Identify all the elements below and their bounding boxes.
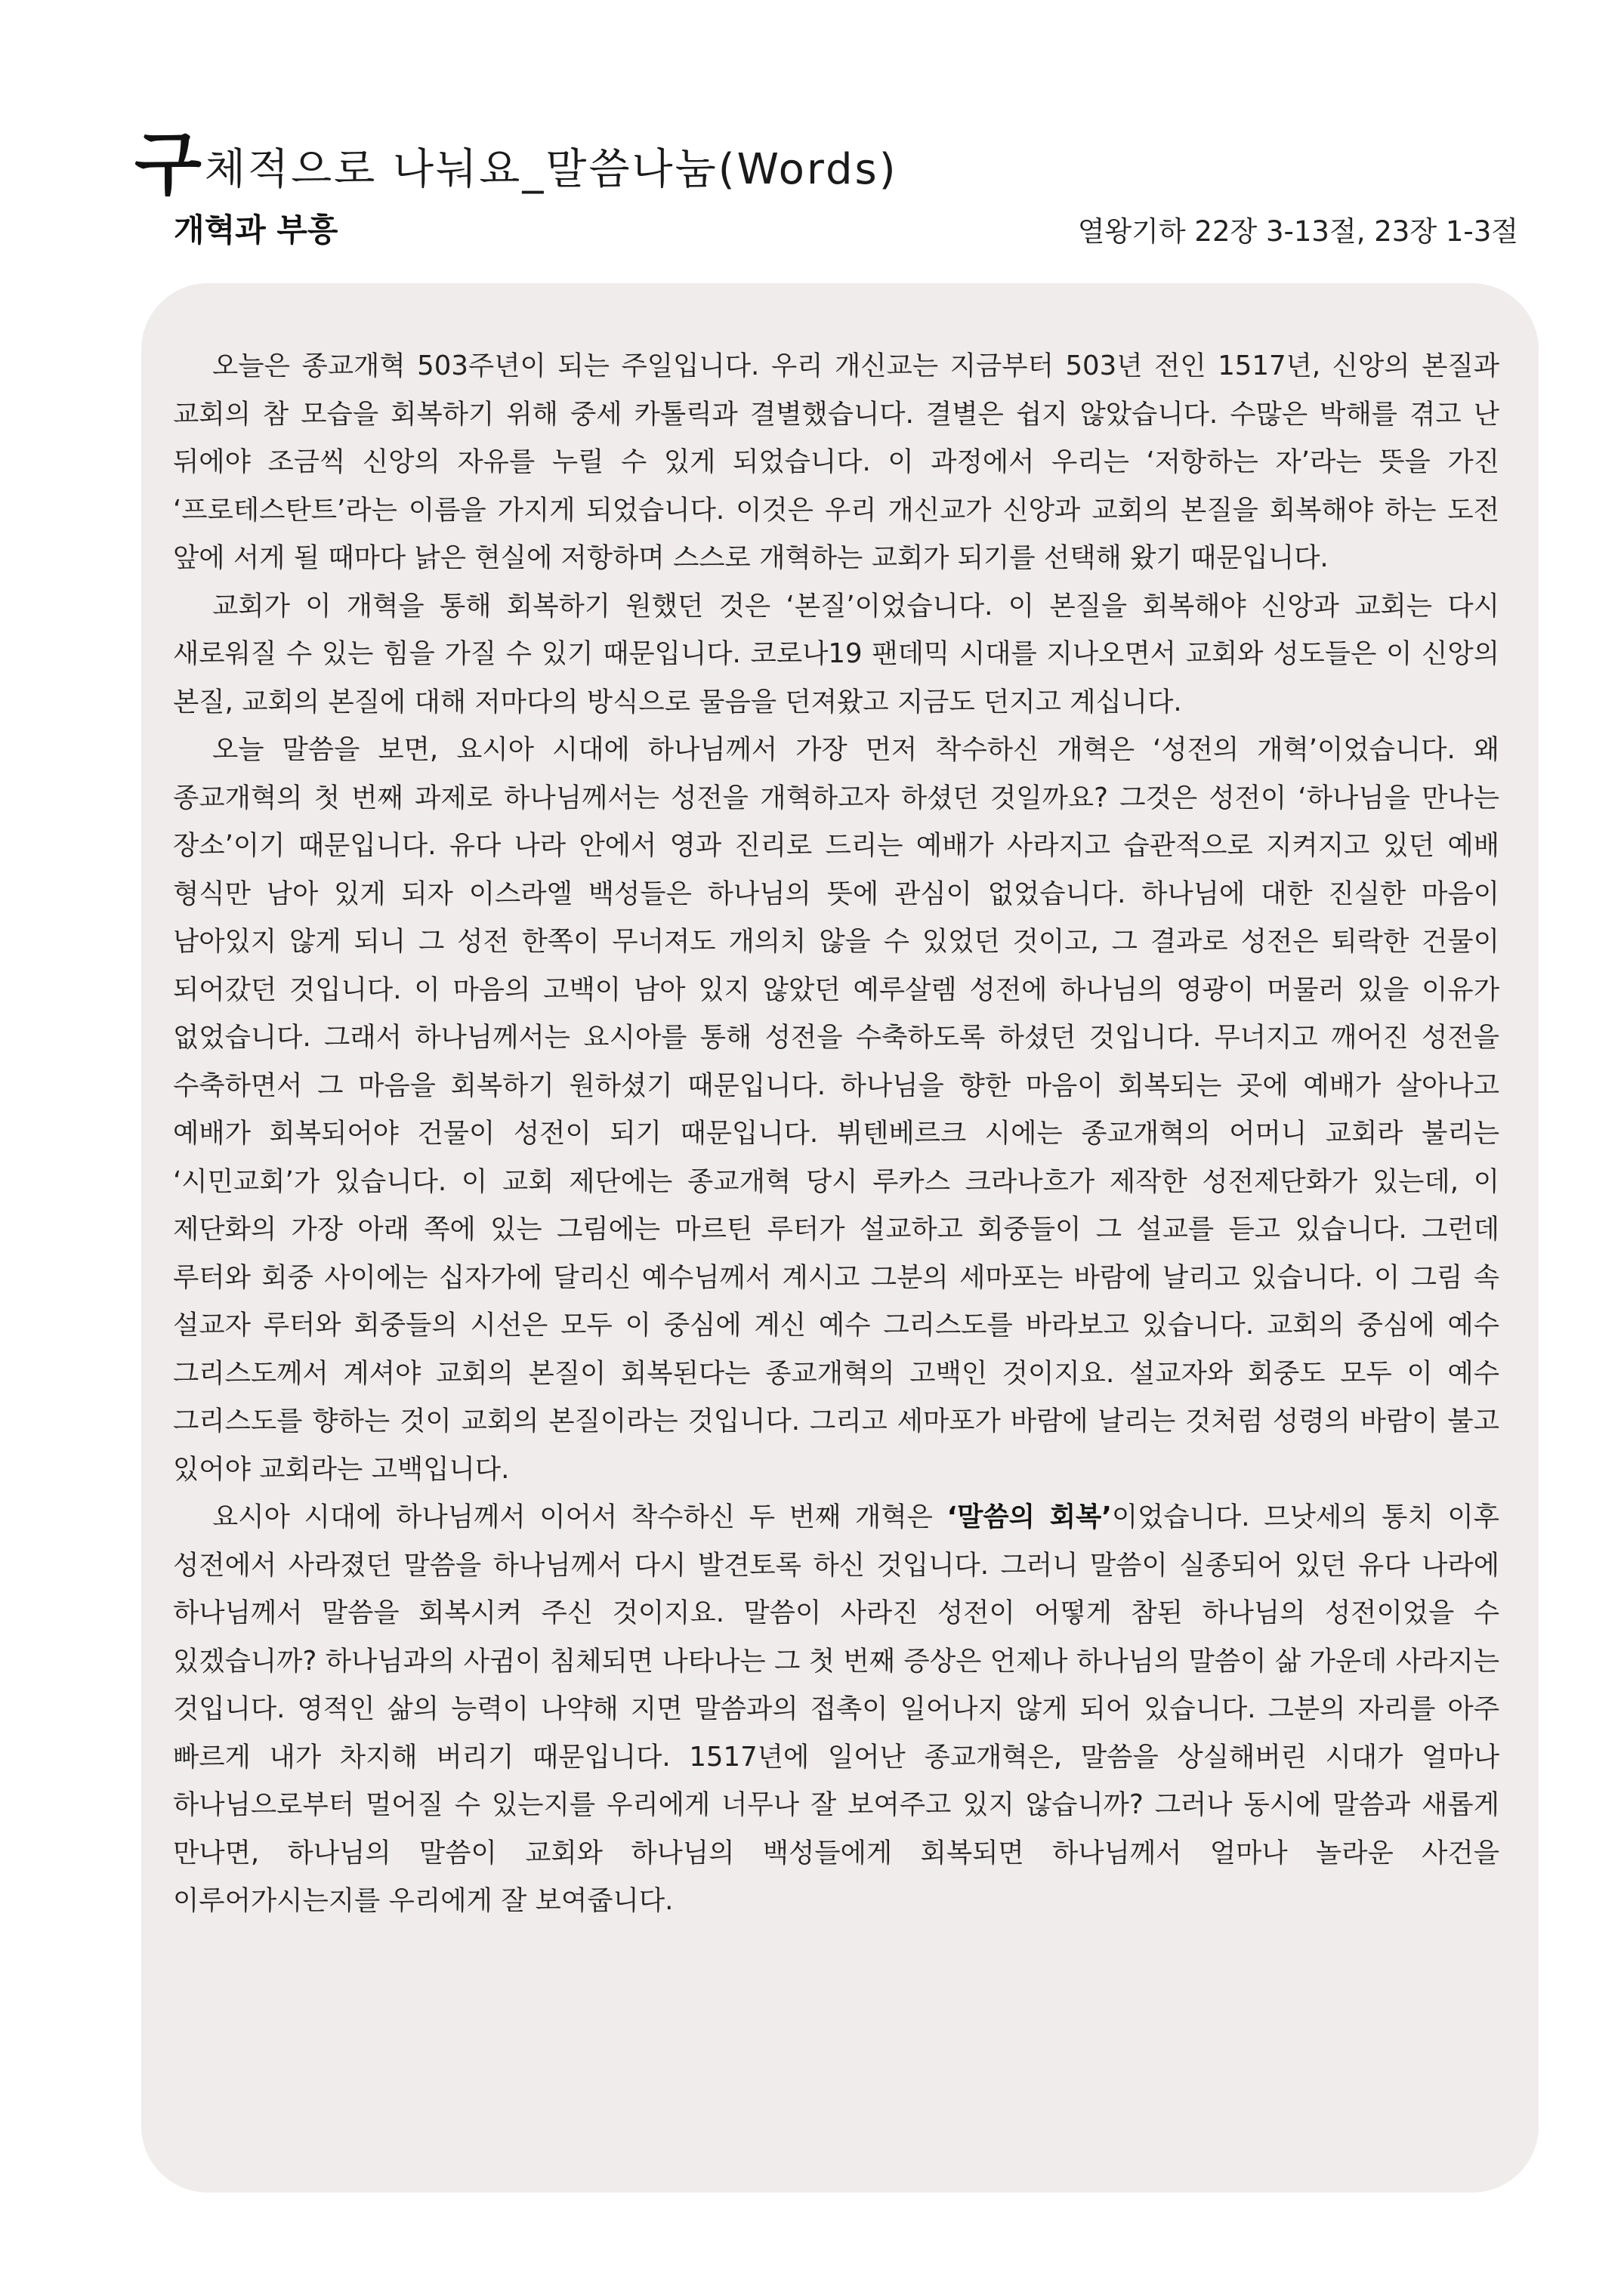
paragraph-4-lead: 요시아 시대에 하나님께서 이어서 착수하신 두 번째 개혁은 bbox=[212, 1501, 947, 1532]
paragraph-4 bbox=[173, 1493, 1499, 1925]
section-title bbox=[134, 104, 898, 205]
paragraph-1: 오늘은 종교개혁 503주년이 되는 주일입니다. 우리 개신교는 지금부터 503년 전인 1517년, 신앙의 본질과 교회의 참 모습을 회복하기 위해 중세 카톨릭과 결별했습니다. 결별은 쉽지 않았습니다. 수많은 박해를 겪고 난 뒤에야 조금씩 신앙의 자유를 누릴 수 있게 되었습니다. 이 과정에서 우리는 ‘저항하는 자’라는 뜻을 가진 ‘프로테스탄트’라는 이름을 가지게 되었습니다. 이것은 우리 개신교가 신앙과 교회의 본질을 회복해야 하는 도전 앞에 서게 될 때마다 낡은 현실에 저항하며 스스로 개혁하는 교회가 되기를 선택해 왔기 때문입니다. bbox=[173, 350, 1499, 573]
paragraph-4-emphasis: ‘말씀의 회복’ bbox=[946, 1501, 1112, 1532]
sermon-header bbox=[174, 205, 1518, 251]
paragraph-3: 오늘 말씀을 보면, 요시아 시대에 하나님께서 가장 먼저 착수하신 개혁은 ‘성전의 개혁’이었습니다. 왜 종교개혁의 첫 번째 과제로 하나님께서는 성전을 개혁하고자 하셨던 것일까요? 그것은 성전이 ‘하나님을 만나는 장소’이기 때문입니다. 유다 나라 안에서 영과 진리로 드리는 예배가 사라지고 습관적으로 지켜지고 있던 예배 형식만 남아 있게 되자 이스라엘 백성들은 하나님의 뜻에 관심이 없었습니다. 하나님에 대한 진실한 마음이 남아있지 않게 되니 그 성전 한쪽이 무너져도 개의치 않을 수 있었던 것이고, 그 결과로 성전은 퇴락한 건물이 되어갔던 것입니다. 이 마음의 고백이 남아 있지 않았던 예루살렘 성전에 하나님의 영광이 머물러 있을 이유가 없었습니다. 그래서 하나님께서는 요시아를 통해 성전을 수축하도록 하셨던 것입니다. 무너지고 깨어진 성전을 수축하면서 그 마음을 회복하기 원하셨기 때문입니다. 하나님을 향한 마음이 회복되는 곳에 예배가 살아나고 예배가 회복되어야 건물이 성전이 되기 때문입니다. 뷔텐베르크 시에는 종교개혁의 어머니 교회라 불리는 ‘시민교회’가 있습니다. 이 교회 제단에는 종교개혁 당시 루카스 크라나흐가 제작한 성전제단화가 있는데, 이 제단화의 가장 아래 쪽에 있는 그림에는 마르틴 루터가 설교하고 회중들이 그 설교를 듣고 있습니다. 그런데 루터와 회중 사이에는 십자가에 달리신 예수님께서 계시고 그분의 세마포는 바람에 날리고 있습니다. 이 그림 속 설교자 루터와 회중들의 시선은 모두 이 중심에 계신 예수 그리스도를 바라보고 있습니다. 교회의 중심에 예수 그리스도께서 계셔야 교회의 본질이 회복된다는 종교개혁의 고백인 것이지요. 설교자와 회중도 모두 이 예수 그리스도를 향하는 것이 교회의 본질이라는 것입니다. 그리고 세마포가 바람에 날리는 것처럼 성령의 바람이 불고 있어야 교회라는 고백입니다. bbox=[173, 734, 1499, 1485]
title-decorative-initial: 구 bbox=[134, 124, 202, 205]
paragraph-2: 교회가 이 개혁을 통해 회복하기 원했던 것은 ‘본질’이었습니다. 이 본질을 회복해야 신앙과 교회는 다시 새로워질 수 있는 힘을 가질 수 있기 때문입니다. 코로나19 팬데믹 시대를 지나오면서 교회와 성도들은 이 신앙의 본질, 교회의 본질에 대해 저마다의 방식으로 물음을 던져왔고 지금도 던지고 계십니다. bbox=[173, 590, 1499, 718]
title-text: 체적으로 나눠요_말씀나눔(Words) bbox=[204, 144, 898, 194]
scripture-reference: 열왕기하 22장 3-13절, 23장 1-3절 bbox=[1077, 215, 1518, 248]
sermon-title: 개혁과 부흥 bbox=[174, 211, 338, 248]
sermon-body-panel bbox=[141, 283, 1539, 2193]
paragraph-4-rest: 이었습니다. 므낫세의 통치 이후 성전에서 사라졌던 말씀을 하나님께서 다시 발견토록 하신 것입니다. 그러니 말씀이 실종되어 있던 유다 나라에 하나님께서 말씀을 회복시켜 주신 것이지요. 말씀이 사라진 성전이 어떻게 참된 하나님의 성전이었을 수 있겠습니까? 하나님과의 사귐이 침체되면 나타나는 그 첫 번째 증상은 언제나 하나님의 말씀이 삶 가운데 사라지는 것입니다. 영적인 삶의 능력이 나약해 지면 말씀과의 접촉이 일어나지 않게 되어 있습니다. 그분의 자리를 아주 빠르게 내가 차지해 버리기 때문입니다. 1517년에 일어난 종교개혁은, 말씀을 상실해버린 시대가 얼마나 하나님으로부터 멀어질 수 있는지를 우리에게 너무나 잘 보여주고 있지 않습니까? 그러나 동시에 말씀과 새롭게 만나면, 하나님의 말씀이 교회와 하나님의 백성들에게 회복되면 하나님께서 얼마나 놀라운 사건을 이루어가시는지를 우리에게 잘 보여줍니다. bbox=[173, 1501, 1500, 1916]
